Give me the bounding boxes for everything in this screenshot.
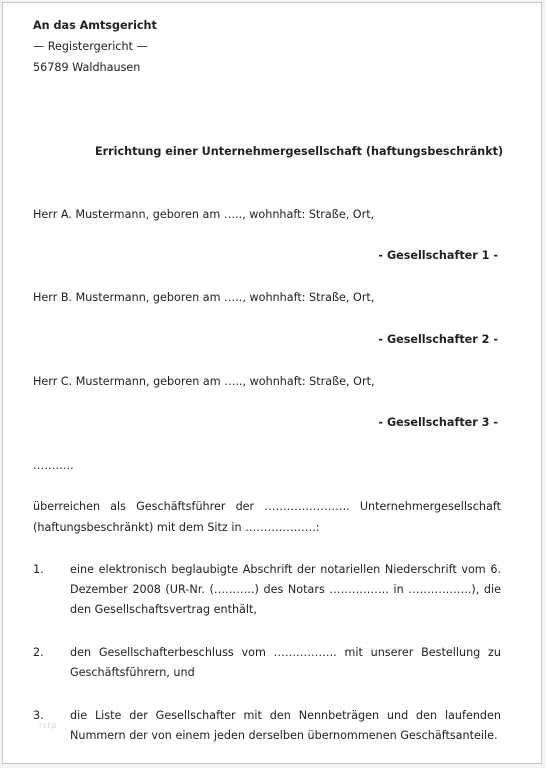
item-3-line-1: die Liste der Gesellschafter mit den Nennbeträgen und den laufenden bbox=[70, 709, 501, 722]
watermark-logo: Istp bbox=[39, 721, 58, 730]
intro-line-1: überreichen als Geschäftsführer der ………………….. Unternehmergesellschaft bbox=[33, 500, 501, 513]
partner-1-role: - Gesellschafter 1 - bbox=[378, 249, 498, 262]
partner-1-text: Herr A. Mustermann, geboren am ….., wohnhaft: Straße, Ort, bbox=[33, 208, 375, 221]
document-title: Errichtung einer Unternehmergesellschaft (haftungsbeschränkt) bbox=[95, 145, 504, 158]
item-2-number: 2. bbox=[33, 646, 44, 659]
recipient-line-2: — Registergericht — bbox=[33, 40, 148, 53]
recipient-line-3: 56789 Waldhausen bbox=[33, 61, 141, 74]
item-1-line-2: Dezember 2008 (UR-Nr. (………..) des Notars ……………. in ……………..), die bbox=[70, 583, 501, 596]
document-page bbox=[2, 2, 542, 764]
placeholder-ellipsis: ……….. bbox=[33, 459, 74, 472]
item-2-line-2: Geschäftsführern, und bbox=[70, 666, 195, 679]
item-3-line-2: Nummern der von einem jeden derselben übernommenen Geschäftsanteile. bbox=[70, 729, 498, 742]
item-1-line-1: eine elektronisch beglaubigte Abschrift der notariellen Niederschrift vom 6. bbox=[70, 563, 501, 576]
item-1-line-3: den Gesellschaftsvertrag enthält, bbox=[70, 603, 257, 616]
recipient-line-1: An das Amtsgericht bbox=[33, 19, 157, 32]
partner-2-text: Herr B. Mustermann, geboren am ….., wohnhaft: Straße, Ort, bbox=[33, 291, 375, 304]
intro-line-2: (haftungsbeschränkt) mit dem Sitz in ……………….: bbox=[33, 521, 320, 534]
partner-3-text: Herr C. Mustermann, geboren am ….., wohnhaft: Straße, Ort, bbox=[33, 375, 375, 388]
item-1-number: 1. bbox=[33, 563, 44, 576]
partner-3-role: - Gesellschafter 3 - bbox=[378, 416, 498, 429]
partner-2-role: - Gesellschafter 2 - bbox=[378, 333, 498, 346]
item-3-number: 3. bbox=[33, 709, 44, 722]
item-2-line-1: den Gesellschafterbeschluss vom …………….. mit unserer Bestellung zu bbox=[70, 646, 501, 659]
